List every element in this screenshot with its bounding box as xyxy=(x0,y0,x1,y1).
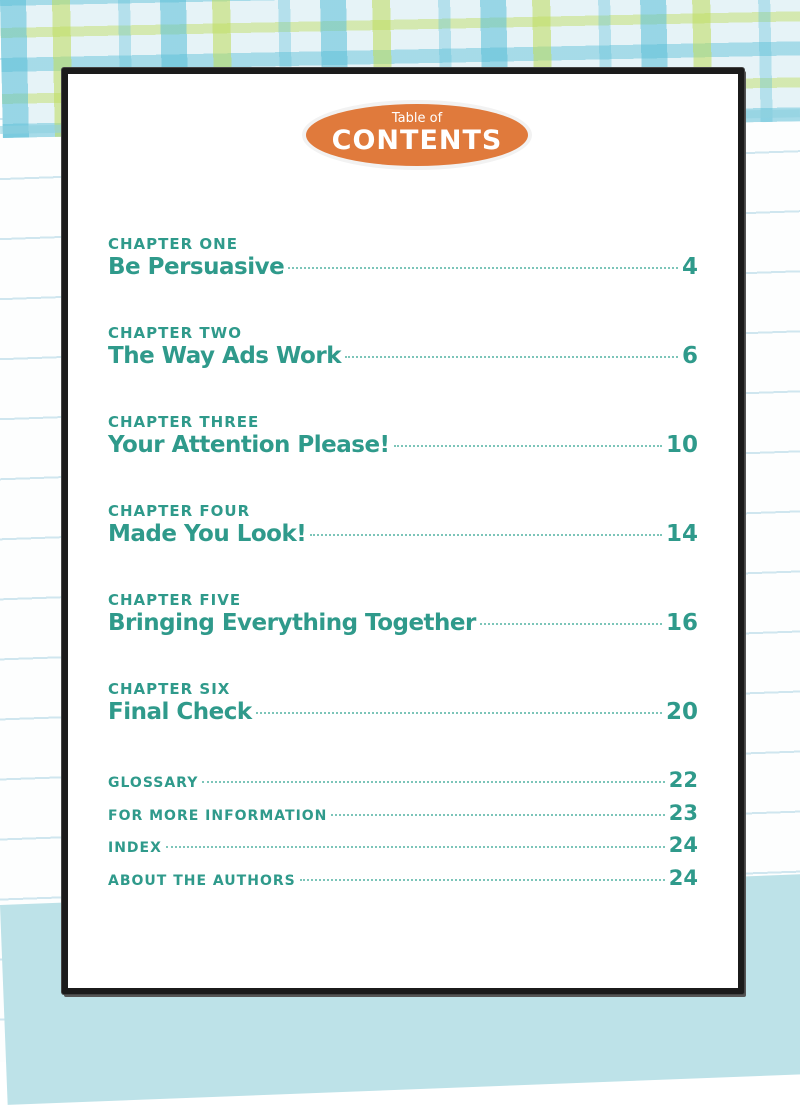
chapter-label: CHAPTER THREE xyxy=(108,413,260,431)
chapter-title: Bringing Everything Together xyxy=(108,610,476,636)
table-of-contents xyxy=(108,234,698,898)
title-badge xyxy=(306,104,528,166)
chapter-label: CHAPTER FIVE xyxy=(108,591,242,609)
back-matter xyxy=(108,768,698,898)
page-number: 20 xyxy=(665,699,698,725)
chapter-label: CHAPTER FOUR xyxy=(108,502,251,520)
back-matter-entry[interactable] xyxy=(108,866,698,899)
dot-leader xyxy=(300,879,665,881)
chapter-title: The Way Ads Work xyxy=(108,343,341,369)
back-matter-label: FOR MORE INFORMATION xyxy=(108,807,328,824)
dot-leader xyxy=(345,356,678,358)
back-matter-entry[interactable] xyxy=(108,768,698,801)
back-matter-entry[interactable] xyxy=(108,833,698,866)
chapter-label: CHAPTER ONE xyxy=(108,235,238,253)
dot-leader xyxy=(310,534,662,536)
chapter-title: Final Check xyxy=(108,699,252,725)
chapter-title: Your Attention Please! xyxy=(108,432,390,458)
contents-card xyxy=(62,68,744,994)
back-matter-entry[interactable] xyxy=(108,801,698,834)
page-number: 16 xyxy=(665,610,698,636)
page-number: 23 xyxy=(668,800,698,825)
dot-leader xyxy=(166,846,665,848)
chapter-entry[interactable] xyxy=(108,590,698,643)
chapter-entry[interactable] xyxy=(108,679,698,732)
dot-leader xyxy=(394,445,662,447)
page-number: 10 xyxy=(665,432,698,458)
chapter-label: CHAPTER TWO xyxy=(108,324,242,342)
dot-leader xyxy=(288,267,678,269)
dot-leader xyxy=(256,712,662,714)
chapter-title: Made You Look! xyxy=(108,521,307,547)
page-number: 14 xyxy=(665,521,698,547)
dot-leader xyxy=(331,814,664,816)
back-matter-label: INDEX xyxy=(108,840,162,856)
back-matter-label: ABOUT THE AUTHORS xyxy=(108,872,296,889)
chapter-entry[interactable] xyxy=(108,323,698,376)
page-number: 6 xyxy=(681,343,698,369)
page-title: CONTENTS xyxy=(331,125,503,156)
title-small: Table of xyxy=(391,111,443,126)
chapter-entry[interactable] xyxy=(108,501,698,554)
back-matter-label: GLOSSARY xyxy=(108,775,199,791)
dot-leader xyxy=(480,623,662,625)
chapter-label: CHAPTER SIX xyxy=(108,680,231,698)
chapter-entry[interactable] xyxy=(108,234,698,287)
dot-leader xyxy=(202,781,664,783)
page-number: 24 xyxy=(668,865,698,890)
chapter-title: Be Persuasive xyxy=(108,254,285,280)
page-number: 22 xyxy=(668,768,698,792)
chapter-entry[interactable] xyxy=(108,412,698,465)
page-number: 24 xyxy=(668,833,698,857)
page-number: 4 xyxy=(681,254,698,280)
